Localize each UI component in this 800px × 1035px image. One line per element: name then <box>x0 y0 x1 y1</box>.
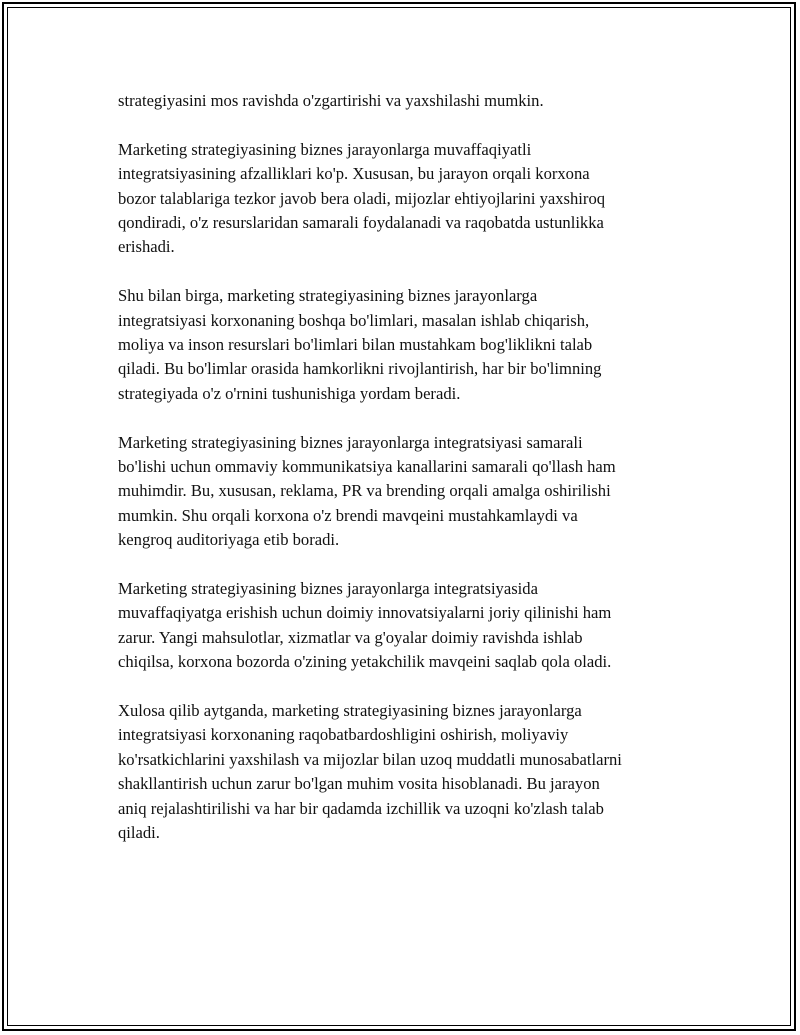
paragraph: Marketing strategiyasining biznes jarayonlarga integratsiyasida muvaffaqiyatga erishish uchun doimiy innovatsiyalarni joriy qilinishi ham zarur. Yangi mahsulotlar, xizmatlar va g'oyalar doimiy ravishda ishlab chiqilsa, korxona bozorda o'zining yetakchilik mavqeini saqlab qola oladi. <box>118 579 612 672</box>
paragraph: Xulosa qilib aytganda, marketing strategiyasining biznes jarayonlarga integratsiyasi korxonaning raqobatbardoshligini oshirish, moliyaviy ko'rsatkichlarini yaxshilash va mijozlar bilan uzoq muddatli munosabatlarni shakllantirish uchun zarur bo'lgan muhim vosita hisoblanadi. Bu jarayon aniq rejalashtirilishi va har bir qadamda izchillik va uzoqni ko'zlash talab qiladi. <box>118 701 622 843</box>
document-body <box>118 89 678 870</box>
paragraph: Marketing strategiyasining biznes jarayonlarga muvaffaqiyatli integratsiyasining afzalliklari ko'p. Xususan, bu jarayon orqali korxona bozor talablariga tezkor javob bera oladi, mijozlar ehtiyojlarini yaxshiroq qondiradi, o'z resurslaridan samarali foydalanadi va raqobatda ustunlikka erishadi. <box>118 139 606 257</box>
paragraph: Marketing strategiyasining biznes jarayonlarga integratsiyasi samarali bo'lishi uchun ommaviy kommunikatsiya kanallarini samarali qo'llash ham muhimdir. Bu, xususan, reklama, PR va brending orqali amalga oshirilishi mumkin. Shu orqali korxona o'z brendi mavqeini mustahkamlaydi va kengroq auditoriyaga etib boradi. <box>118 432 616 550</box>
paragraph: strategiyasini mos ravishda o'zgartirishi va yaxshilashi mumkin. <box>118 91 544 110</box>
paragraph: Shu bilan birga, marketing strategiyasining biznes jarayonlarga integratsiyasi korxonaning boshqa bo'limlari, masalan ishlab chiqarish, moliya va inson resurslari bo'limlari bilan mustahkam bog'liklikni talab qiladi. Bu bo'limlar orasida hamkorlikni rivojlantirish, har bir bo'limning strategiyada o'z o'rnini tushunishiga yordam beradi. <box>118 286 602 403</box>
